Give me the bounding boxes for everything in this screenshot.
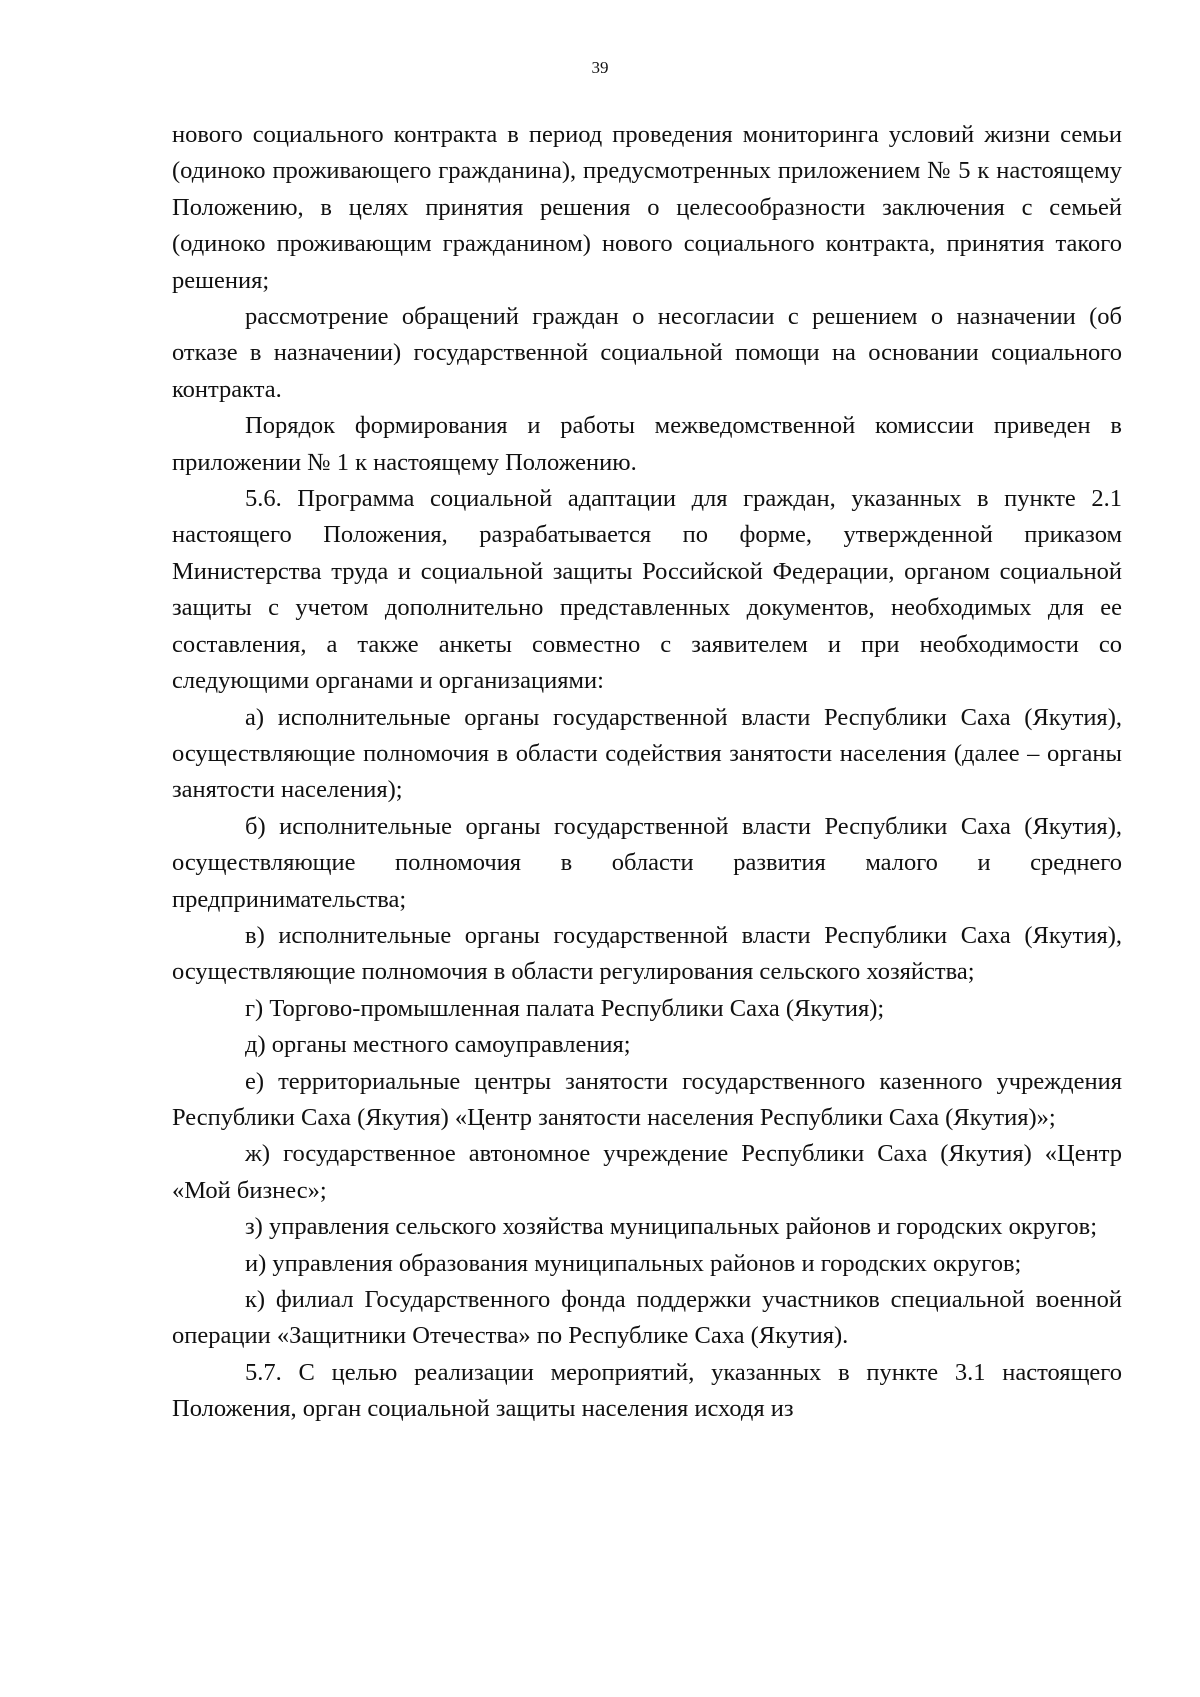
- paragraph-5-7: 5.7. С целью реализации мероприятий, указанных в пункте 3.1 настоящего Положения, орган социальной защиты населения исходя из: [172, 1358, 1122, 1423]
- list-item-a: а) исполнительные органы государственной власти Республики Саха (Якутия), осуществляющие полномочия в области содействия занятости населения (далее – органы занятости населения);: [172, 703, 1122, 804]
- paragraph-continuation: нового социального контракта в период проведения мониторинга условий жизни семьи (одиноко проживающего гражданина), предусмотренных приложением № 5 к настоящему Положению, в целях принятия решения о целесообразности заключения с семьей (одиноко проживающим гражданином) нового социального контракта, принятия такого решения;: [172, 121, 1122, 294]
- paragraph-commission-procedure: Порядок формирования и работы межведомственной комиссии приведен в приложении № 1 к настоящему Положению.: [172, 412, 1122, 476]
- list-item-d: д) органы местного самоуправления;: [245, 1031, 631, 1059]
- list-item-g: г) Торгово-промышленная палата Республики Саха (Якутия);: [245, 994, 885, 1022]
- list-item-b: б) исполнительные органы государственной власти Республики Саха (Якутия), осуществляющие полномочия в области развития малого и среднего предпринимательства;: [172, 812, 1122, 913]
- list-item-zh: ж) государственное автономное учреждение Республики Саха (Якутия) «Центр «Мой бизнес»;: [172, 1140, 1122, 1204]
- list-item-e: е) территориальные центры занятости государственного казенного учреждения Республики Саха (Якутия) «Центр занятости населения Республики Саха (Якутия)»;: [172, 1067, 1122, 1131]
- list-item-v: в) исполнительные органы государственной власти Республики Саха (Якутия), осуществляющие полномочия в области регулирования сельского хозяйства;: [172, 921, 1122, 986]
- document-body: [172, 117, 1122, 1428]
- list-item-i: и) управления образования муниципальных районов и городских округов;: [245, 1249, 1022, 1277]
- list-item-z: з) управления сельского хозяйства муниципальных районов и городских округов;: [245, 1213, 1098, 1241]
- paragraph-appeals: рассмотрение обращений граждан о несогласии с решением о назначении (об отказе в назначении) государственной социальной помощи на основании социального контракта.: [172, 303, 1122, 403]
- page-number: 39: [591, 58, 609, 77]
- list-item-k: к) филиал Государственного фонда поддержки участников специальной военной операции «Защитники Отечества» по Республике Саха (Якутия).: [172, 1286, 1122, 1350]
- paragraph-5-6: 5.6. Программа социальной адаптации для граждан, указанных в пункте 2.1 настоящего Положения, разрабатывается по форме, утвержденной приказом Министерства труда и социальной защиты Российской Федерации, органом социальной защиты с учетом дополнительно представленных документов, необходимых для ее составления, а также анкеты совместно с заявителем и при необходимости со следующими органами и организациями:: [172, 485, 1122, 695]
